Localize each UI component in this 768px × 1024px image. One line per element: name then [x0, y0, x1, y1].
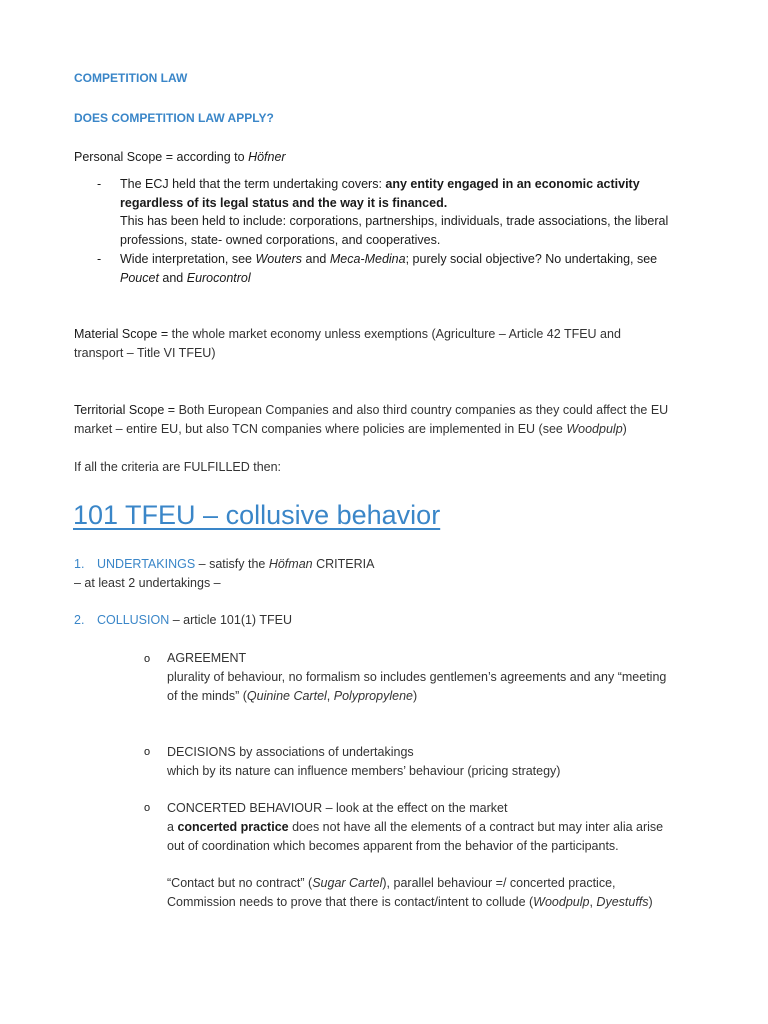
undertaking-includes-line2: professions, state- owned corporations, and cooperatives. — [120, 233, 441, 247]
sugar-cartel-case: Sugar Cartel — [312, 876, 383, 890]
territorial-scope-label: Territorial Scope = — [74, 403, 179, 417]
territorial-scope-line1 — [74, 401, 668, 420]
text-span: ) — [412, 689, 418, 703]
dyestuffs-case: Dyestuffs — [596, 895, 649, 909]
text-span: “Contact but no contract” ( — [167, 876, 313, 890]
undertaking-definition-line2: regardless of its legal status and the way it is financed. — [120, 196, 448, 210]
text-span: Both European Companies and also third country companies as they could affect the EU — [178, 403, 669, 417]
decisions-line1: which by its nature can influence members’ behaviour (pricing strategy) — [167, 764, 561, 778]
hofner-case: Höfner — [248, 150, 286, 164]
concerted-line2: out of coordination which becomes apparent from the behavior of the participants. — [167, 839, 619, 853]
text-span: ) — [622, 422, 627, 436]
circle-bullet-icon: o — [144, 653, 151, 665]
agreement-line2 — [167, 687, 417, 706]
material-scope-label: Material Scope = — [74, 327, 172, 341]
concerted-line3 — [167, 874, 616, 893]
poucet-case: Poucet — [120, 271, 159, 285]
bold-text: concerted practice — [177, 820, 289, 834]
text-span: market – entire EU, but also TCN companies where policies are implemented in EU (see — [74, 422, 567, 436]
woodpulp-case: Woodpulp — [533, 895, 590, 909]
item1-subline: – at least 2 undertakings – — [74, 576, 221, 590]
text-span: CRITERIA — [312, 557, 375, 571]
item1-number: 1. — [74, 557, 85, 571]
undertaking-includes-line1: This has been held to include: corporations, partnerships, individuals, trade associations, the liberal — [120, 214, 669, 228]
text-span: does not have all the elements of a contract but may inter alia arise — [288, 820, 664, 834]
concerted-title: CONCERTED BEHAVIOUR – look at the effect on the market — [167, 801, 508, 815]
doc-title: COMPETITION LAW — [74, 71, 188, 85]
undertakings-label: UNDERTAKINGS — [97, 557, 196, 571]
text-span: – article 101(1) TFEU — [169, 613, 292, 627]
woodpulp-case: Woodpulp — [566, 422, 623, 436]
text-span: Commission needs to prove that there is contact/intent to collude ( — [167, 895, 534, 909]
wide-interpretation-line1 — [120, 250, 657, 269]
text-span: – satisfy the — [195, 557, 269, 571]
agreement-title: AGREEMENT — [167, 651, 247, 665]
section-heading[interactable]: 101 TFEU – collusive behavior — [73, 500, 441, 530]
hofman-case: Höfman — [268, 557, 313, 571]
meca-medina-case: Meca-Medina — [329, 252, 406, 266]
item2-number: 2. — [74, 613, 85, 627]
text-span: , — [326, 689, 334, 703]
dash-bullet: - — [97, 177, 102, 191]
doc-subtitle: DOES COMPETITION LAW APPLY? — [74, 111, 274, 125]
text-span: , — [589, 895, 597, 909]
text-span: of the minds” ( — [167, 689, 247, 703]
agreement-line1: plurality of behaviour, no formalism so includes gentlemen’s agreements and any “meeting — [167, 670, 667, 684]
text-span: ; purely social objective? No undertaking, see — [405, 252, 658, 266]
item1-line — [97, 555, 374, 574]
text-span: ) — [648, 895, 653, 909]
item2-line — [97, 611, 292, 630]
text-span: a — [167, 820, 178, 834]
bold-text: any entity engaged in an economic activity — [385, 177, 640, 191]
wide-interpretation-line2 — [120, 269, 251, 288]
text-span: and — [302, 252, 330, 266]
polypropylene-case: Polypropylene — [333, 689, 413, 703]
material-scope-line2: transport – Title VI TFEU) — [74, 346, 216, 360]
collusion-label: COLLUSION — [97, 613, 170, 627]
eurocontrol-case: Eurocontrol — [186, 271, 251, 285]
text-span: and — [158, 271, 187, 285]
text-span: The ECJ held that the term undertaking covers: — [120, 177, 386, 191]
text-span: ), parallel behaviour =/ concerted practice, — [382, 876, 616, 890]
text-span: Wide interpretation, see — [120, 252, 256, 266]
circle-bullet-icon: o — [144, 802, 151, 814]
circle-bullet-icon: o — [144, 746, 151, 758]
personal-scope-line — [74, 148, 286, 167]
criteria-line: If all the criteria are FULFILLED then: — [74, 460, 282, 474]
concerted-line4 — [167, 893, 653, 912]
text-span: the whole market economy unless exemptions (Agriculture – Article 42 TFEU and — [171, 327, 621, 341]
material-scope-line1 — [74, 325, 621, 344]
quinine-cartel-case: Quinine Cartel — [246, 689, 327, 703]
territorial-scope-line2 — [74, 420, 627, 439]
wouters-case: Wouters — [255, 252, 303, 266]
concerted-line1 — [167, 818, 663, 837]
decisions-title: DECISIONS by associations of undertakings — [167, 745, 414, 759]
dash-bullet: - — [97, 252, 102, 266]
undertaking-definition-line1 — [120, 175, 640, 194]
personal-scope-label: Personal Scope = according to — [74, 150, 249, 164]
